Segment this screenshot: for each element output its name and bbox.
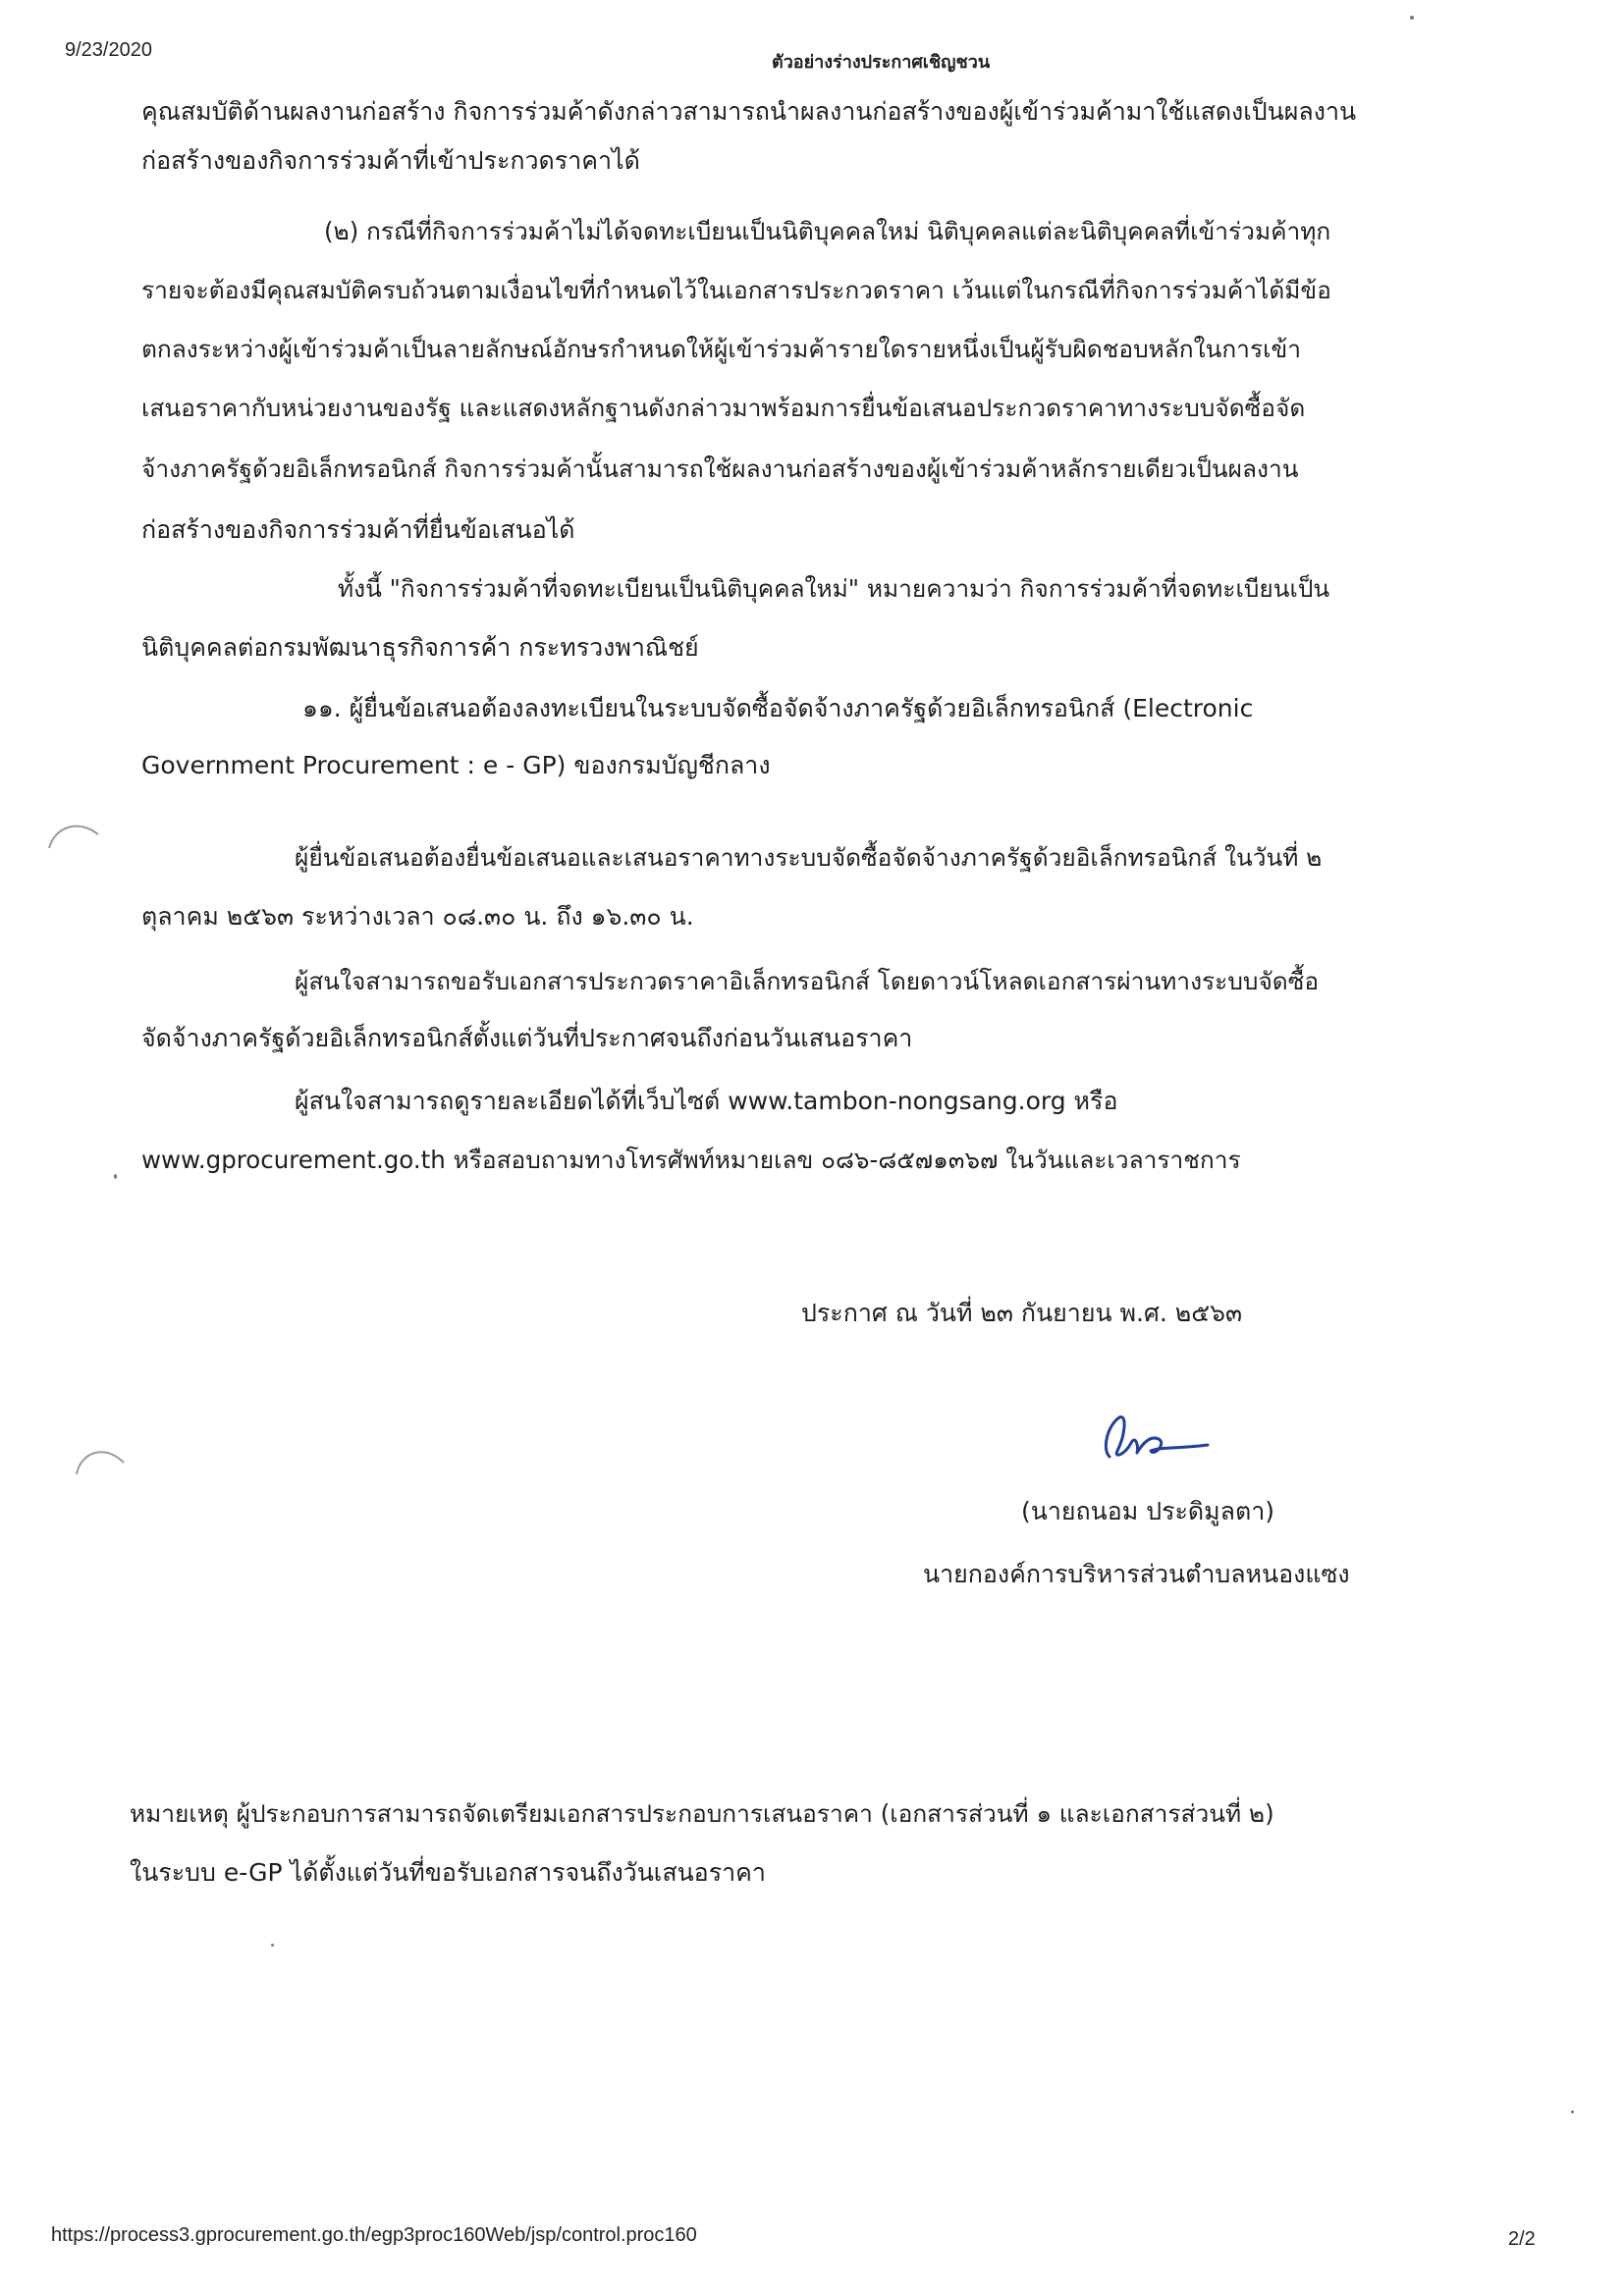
paragraph-line: ผู้สนใจสามารถดูรายละเอียดได้ที่เว็บไซต์ www.tambon-nongsang.org หรือ: [295, 1087, 1118, 1115]
paragraph-line: ผู้ยื่นข้อเสนอต้องยื่นข้อเสนอและเสนอราคาทางระบบจัดซื้อจัดจ้างภาครัฐด้วยอิเล็กทรอนิกส์ ในวันที่ ๒: [295, 843, 1323, 872]
paragraph-line: รายจะต้องมีคุณสมบัติครบถ้วนตามเงื่อนไขที่กำหนดไว้ในเอกสารประกวดราคา เว้นแต่ในกรณีที่กิจการร่วมค้าได้มีข้อ: [141, 276, 1331, 304]
paragraph-line: ทั้งนี้ "กิจการร่วมค้าที่จดทะเบียนเป็นนิติบุคคลใหม่" หมายความว่า กิจการร่วมค้าที่จดทะเบียนเป็น: [338, 574, 1330, 603]
signatory-name: (นายถนอม ประดิมูลตา): [1021, 1497, 1274, 1525]
paragraph-line: ผู้สนใจสามารถขอรับเอกสารประกวดราคาอิเล็กทรอนิกส์ โดยดาวน์โหลดเอกสารผ่านทางระบบจัดซื้อ: [295, 967, 1320, 995]
scan-speck: [114, 1174, 117, 1179]
punch-hole-mark: [71, 1439, 130, 1478]
print-date: 9/23/2020: [65, 39, 152, 61]
paragraph-line: จ้างภาครัฐด้วยอิเล็กทรอนิกส์ กิจการร่วมค้านั้นสามารถใช้ผลงานก่อสร้างของผู้เข้าร่วมค้าหลักรายเดียวเป็นผลงาน: [141, 454, 1299, 483]
scan-speck: [1410, 16, 1414, 20]
remark-line: หมายเหตุ ผู้ประกอบการสามารถจัดเตรียมเอกสารประกอบการเสนอราคา (เอกสารส่วนที่ ๑ และเอกสารส่วนที่ ๒): [130, 1799, 1274, 1828]
paragraph-line: ๑๑. ผู้ยื่นข้อเสนอต้องลงทะเบียนในระบบจัดซื้อจัดจ้างภาครัฐด้วยอิเล็กทรอนิกส์ (Electronic: [302, 694, 1254, 722]
page-number: 2/2: [1508, 2228, 1536, 2250]
paragraph-line: คุณสมบัติด้านผลงานก่อสร้าง กิจการร่วมค้าดังกล่าวสามารถนำผลงานก่อสร้างของผู้เข้าร่วมค้ามาใช้แสดงเป็นผลงาน: [141, 97, 1357, 126]
paragraph-line: (๒) กรณีที่กิจการร่วมค้าไม่ได้จดทะเบียนเป็นนิติบุคคลใหม่ นิติบุคคลแต่ละนิติบุคคลที่เข้าร่วมค้าทุก: [324, 217, 1331, 245]
footer-url: https://process3.gprocurement.go.th/egp3proc160Web/jsp/control.proc160: [51, 2224, 697, 2246]
signature-mark: [1080, 1406, 1237, 1474]
paragraph-line: ตกลงระหว่างผู้เข้าร่วมค้าเป็นลายลักษณ์อักษรกำหนดให้ผู้เข้าร่วมค้ารายใดรายหนึ่งเป็นผู้รับผิดชอบหลักในการเข้า: [141, 335, 1301, 363]
paragraph-line: จัดจ้างภาครัฐด้วยอิเล็กทรอนิกส์ตั้งแต่วันที่ประกาศจนถึงก่อนวันเสนอราคา: [141, 1024, 913, 1052]
page-header-title: ตัวอย่างร่างประกาศเชิญชวน: [772, 52, 991, 73]
paragraph-line: นิติบุคคลต่อกรมพัฒนาธุรกิจการค้า กระทรวงพาณิชย์: [141, 633, 699, 662]
signatory-position: นายกองค์การบริหารส่วนตำบลหนองแซง: [923, 1560, 1350, 1588]
paragraph-line: Government Procurement : e - GP) ของกรมบัญชีกลาง: [141, 751, 771, 779]
paragraph-line: เสนอราคากับหน่วยงานของรัฐ และแสดงหลักฐานดังกล่าวมาพร้อมการยื่นข้อเสนอประกวดราคาทางระบบจัดซื้อจัด: [141, 394, 1306, 422]
paragraph-line: ตุลาคม ๒๕๖๓ ระหว่างเวลา ๐๘.๓๐ น. ถึง ๑๖.๓๐ น.: [141, 902, 694, 931]
announcement-date-line: ประกาศ ณ วันที่ ๒๓ กันยายน พ.ศ. ๒๕๖๓: [801, 1299, 1243, 1327]
remark-line: ในระบบ e-GP ได้ตั้งแต่วันที่ขอรับเอกสารจนถึงวันเสนอราคา: [130, 1858, 766, 1887]
scan-speck: [271, 1944, 274, 1947]
paragraph-line: www.gprocurement.go.th หรือสอบถามทางโทรศัพท์หมายเลข ๐๘๖-๘๕๗๑๓๖๗ ในวันและเวลาราชการ: [141, 1146, 1241, 1174]
paragraph-line: ก่อสร้างของกิจการร่วมค้าที่เข้าประกวดราคาได้: [141, 146, 640, 175]
scan-speck: [1571, 2110, 1574, 2113]
paragraph-line: ก่อสร้างของกิจการร่วมค้าที่ยื่นข้อเสนอได้: [141, 515, 575, 544]
punch-hole-mark: [43, 815, 102, 854]
